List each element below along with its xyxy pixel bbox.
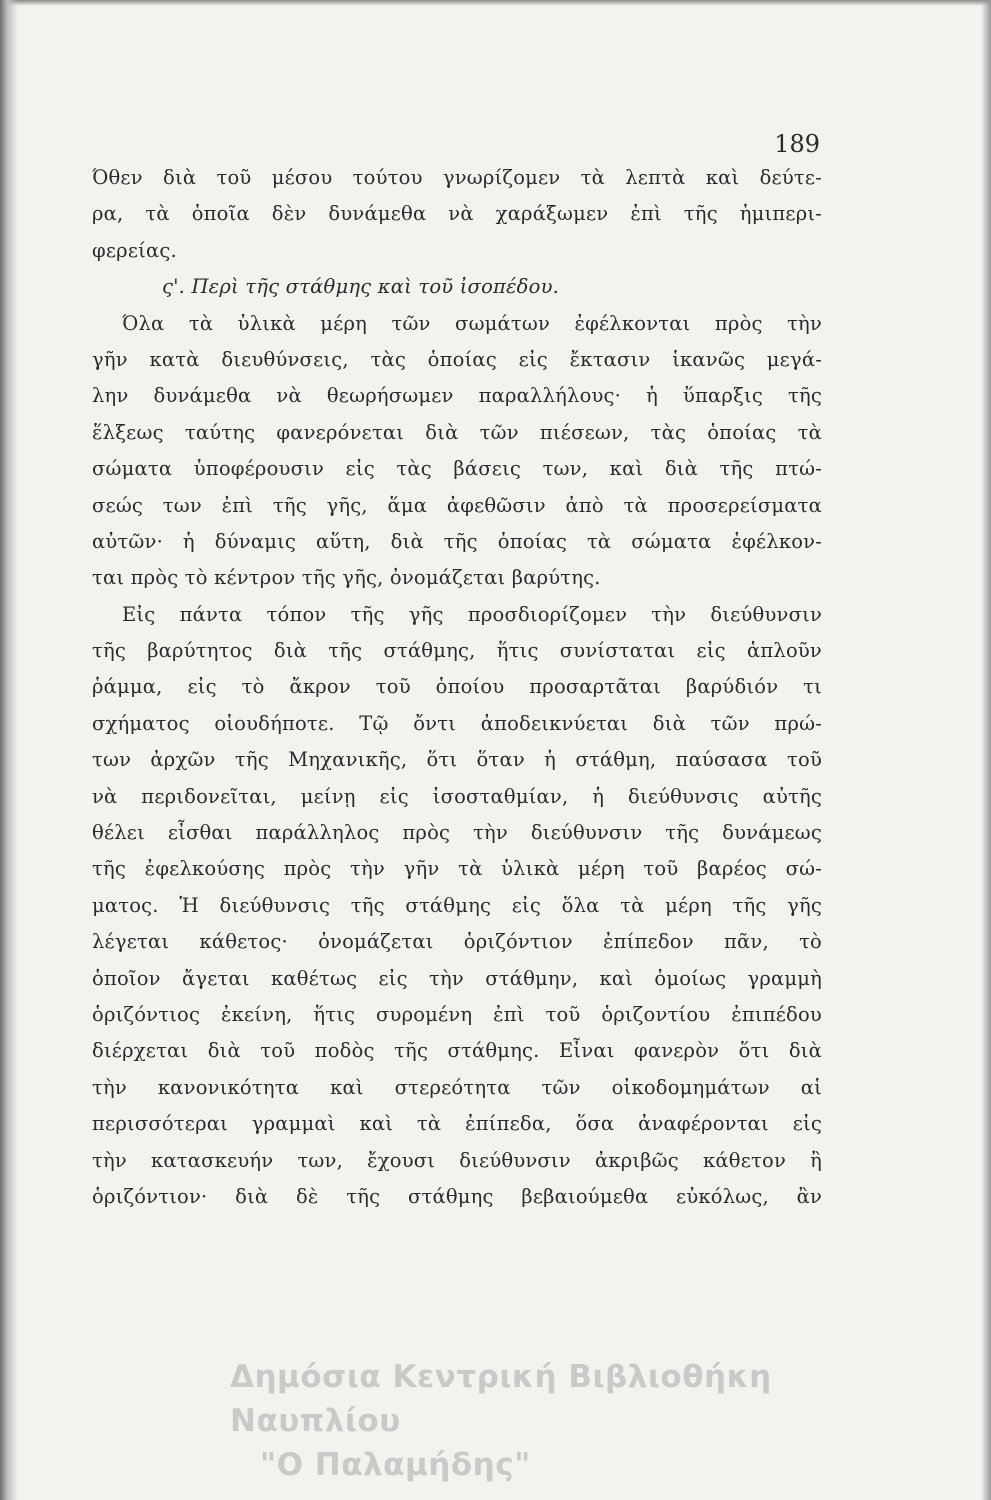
text-line: τῆς ἐφελκούσης πρὸς τὴν γῆν τὰ ὑλικὰ μέρη τοῦ βαρέος σώ- [92,857,822,881]
text-line: σώματα ὑποφέρουσιν εἰς τὰς βάσεις των, καὶ διὰ τῆς πτώ- [92,457,822,481]
text-line: ῥάμμα, εἰς τὸ ἄκρον τοῦ ὁποίου προσαρτᾶται βαρύδιόν τι [92,675,822,699]
text-line: τὴν κατασκευήν των, ἔχουσι διεύθυνσιν ἀκριβῶς κάθετον ἢ [92,1148,822,1172]
text-line: τῆς βαρύτητος διὰ τῆς στάθμης, ἥτις συνίσταται εἰς ἁπλοῦν [92,639,822,663]
text-line: νὰ περιδονεῖται, μείνῃ εἰς ἰσοσταθμίαν, ἡ διεύθυνσις αὐτῆς [92,784,822,808]
text-line: περισσότεραι γραμμαὶ καὶ τὰ ἐπίπεδα, ὅσα ἀναφέρονται εἰς [92,1112,822,1136]
text-line: λέγεται κάθετος· ὀνομάζεται ὁριζόντιον ἐπίπεδον πᾶν, τὸ [92,930,822,954]
library-watermark [230,1355,950,1487]
watermark-line: "Ο Παλαμήδης" [260,1447,531,1483]
text-line: ρα, τὰ ὁποῖα δὲν δυνάμεθα νὰ χαράξωμεν ἐπὶ τῆς ἡμιπερι- [92,202,822,226]
text-line: των ἀρχῶν τῆς Μηχανικῆς, ὅτι ὅταν ἡ στάθμη, παύσασα τοῦ [92,748,822,772]
scan-shadow-right [981,0,991,1500]
text-line: ὁριζόντιον· διὰ δὲ τῆς στάθμης βεβαιούμεθα εὐκόλως, ἂν [92,1184,822,1208]
scan-shadow-left [0,0,18,1500]
text-line: διέρχεται διὰ τοῦ ποδὸς τῆς στάθμης. Εἶναι φανερὸν ὅτι διὰ [92,1039,822,1063]
text-line: ματος. Ἡ διεύθυνσις τῆς στάθμης εἰς ὅλα τὰ μέρη τῆς γῆς [92,893,822,917]
scan-shadow-top [0,0,991,6]
text-line: Όλα τὰ ὑλικὰ μέρη τῶν σωμάτων ἐφέλκονται πρὸς τὴν [122,311,822,335]
text-line: ὁριζόντιος ἐκείνη, ἥτις συρομένη ἐπὶ τοῦ ὁριζοντίου ἐπιπέδου [92,1002,822,1026]
text-line: σχήματος οἱουδήποτε. Τῷ ὄντι ἀποδεικνύεται διὰ τῶν πρώ- [92,711,822,735]
text-line: γῆν κατὰ διευθύνσεις, τὰς ὁποίας εἰς ἔκτασιν ἱκανῶς μεγά- [92,347,822,371]
text-line: θέλει εἶσθαι παράλληλος πρὸς τὴν διεύθυνσιν τῆς δυνάμεως [92,821,822,845]
text-line: Όθεν διὰ τοῦ μέσου τούτου γνωρίζομεν τὰ λεπτὰ καὶ δεύτε- [92,166,822,189]
text-line: σεώς των ἐπὶ τῆς γῆς, ἅμα ἀφεθῶσιν ἀπὸ τὰ προσερείσματα [92,493,822,517]
text-line: ται πρὸς τὸ κέντρον τῆς γῆς, ὀνομάζεται βαρύτης. [92,566,601,590]
page-number: 189 [774,130,820,158]
text-line: Εἰς πάντα τόπον τῆς γῆς προσδιορίζομεν τὴν διεύθυνσιν [122,602,822,626]
text-line: λην δυνάμεθα νὰ θεωρήσωμεν παραλλήλους· ἡ ὕπαρξις τῆς [92,384,822,408]
section-heading: ς'. Περὶ τῆς στάθμης καὶ τοῦ ἰσοπέδου. [162,275,560,299]
text-line: αὐτῶν· ἡ δύναμις αὕτη, διὰ τῆς ὁποίας τὰ σώματα ἐφέλκον- [92,529,822,553]
watermark-line: Δημόσια Κεντρική Βιβλιοθήκη Ναυπλίου [230,1359,772,1439]
text-line: φερείας. [92,238,177,262]
text-line: ἕλξεως ταύτης φανερόνεται διὰ τῶν πιέσεων, τὰς ὁποίας τὰ [92,420,822,444]
body-text [92,160,822,1215]
text-line: ὁποῖον ἄγεται καθέτως εἰς τὴν στάθμην, καὶ ὁμοίως γραμμὴ [92,966,822,990]
text-line: τὴν κανονικότητα καὶ στερεότητα τῶν οἰκοδομημάτων αἱ [92,1075,822,1099]
